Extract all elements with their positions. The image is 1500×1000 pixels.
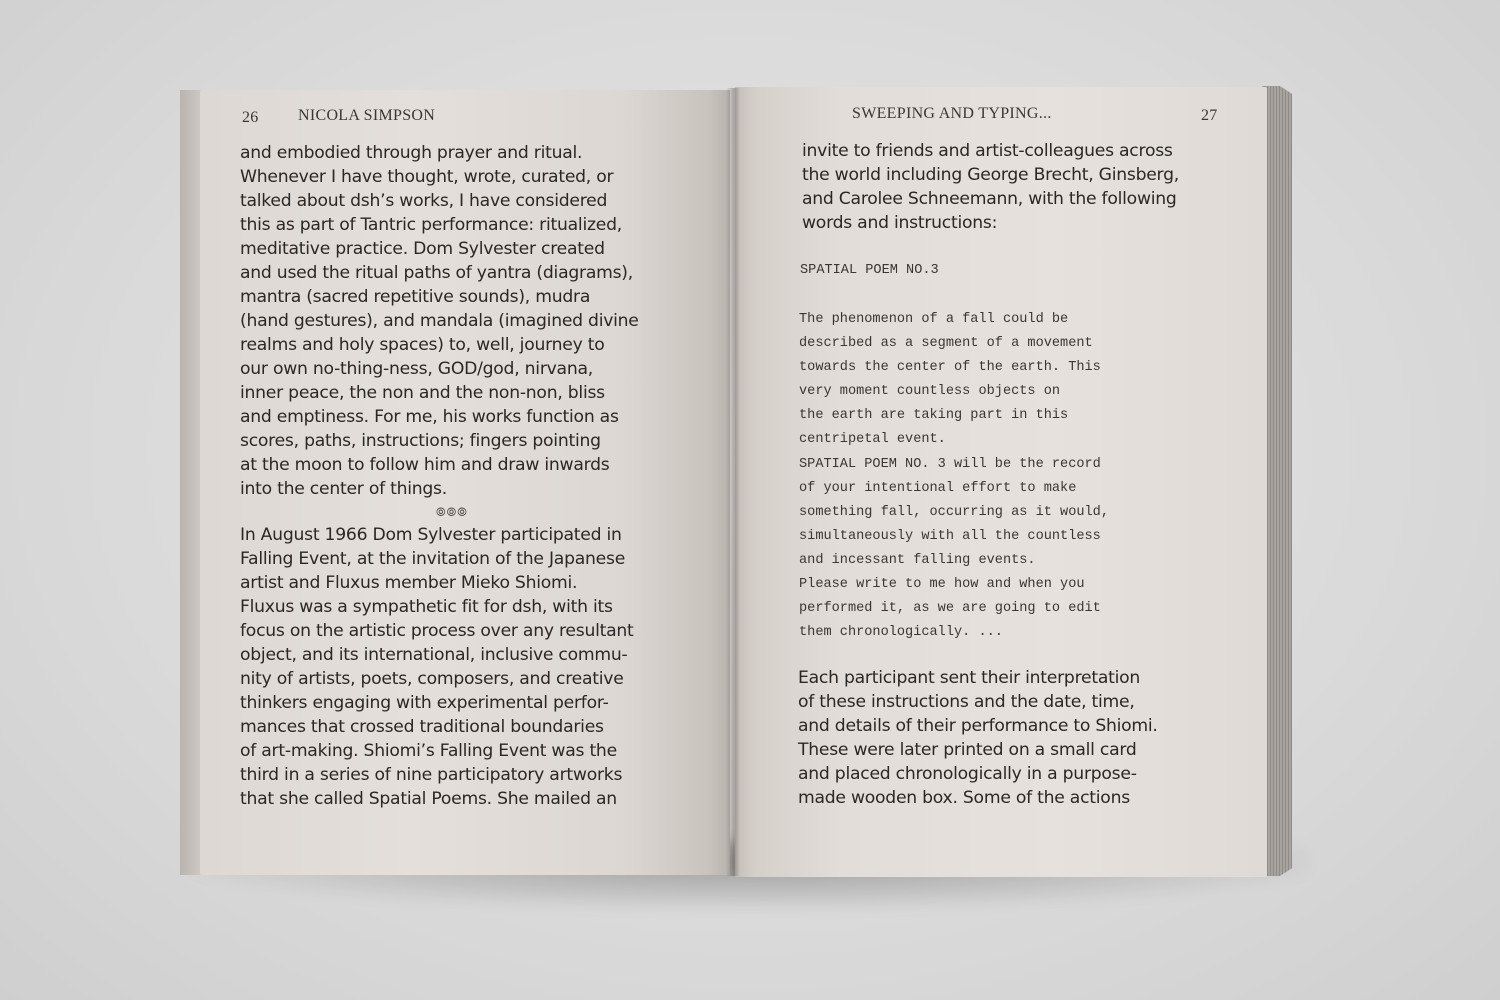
text-line: and details of their performance to Shiomi. — [798, 716, 1158, 736]
left-page-number: 26 — [242, 109, 259, 126]
text-line: These were later printed on a small card — [798, 740, 1137, 760]
left-running-head: NICOLA SIMPSON — [298, 107, 436, 124]
text-line: mantra (sacred repetitive sounds), mudra — [240, 287, 591, 307]
text-line: Each participant sent their interpretation — [798, 668, 1141, 688]
text-line: made wooden box. Some of the actions — [798, 788, 1130, 808]
text-line: talked about dsh’s works, I have considered — [240, 191, 608, 211]
text-line: focus on the artistic process over any resultant — [240, 621, 634, 641]
text-line: inner peace, the non and the non-non, bliss — [240, 383, 605, 403]
text-line: and embodied through prayer and ritual. — [240, 143, 583, 163]
text-line: In August 1966 Dom Sylvester participated in — [240, 525, 622, 545]
text-line: (hand gestures), and mandala (imagined divine — [240, 311, 639, 331]
text-line: described as a segment of a movement — [799, 336, 1093, 352]
book-gutter — [726, 88, 740, 876]
text-line: of these instructions and the date, time, — [798, 692, 1135, 712]
text-line: and placed chronologically in a purpose- — [798, 764, 1137, 784]
text-line: the earth are taking part in this — [799, 408, 1069, 424]
text-line: performed it, as we are going to edit — [799, 601, 1101, 617]
text-line: simultaneously with all the countless — [799, 528, 1101, 544]
right-page — [735, 87, 1267, 877]
section-ornament: ⦾⦾⦾ — [436, 505, 468, 519]
text-line: that she called Spatial Poems. She mailed an — [240, 789, 617, 809]
text-line: and used the ritual paths of yantra (diagrams), — [240, 263, 633, 283]
text-line: Falling Event, at the invitation of the Japanese — [240, 549, 626, 569]
text-line: realms and holy spaces) to, well, journey to — [240, 335, 605, 355]
text-line: Please write to me how and when you — [799, 577, 1085, 593]
text-line: and incessant falling events. — [799, 552, 1036, 568]
right-paragraph-1 — [802, 139, 1179, 235]
text-line: mances that crossed traditional boundaries — [240, 717, 604, 737]
text-line: at the moon to follow him and draw inwards — [240, 455, 610, 475]
text-line: the world including George Brecht, Ginsberg, — [802, 165, 1179, 185]
text-line: SPATIAL POEM NO.3 — [800, 263, 939, 278]
text-line: nity of artists, poets, composers, and creative — [240, 669, 624, 689]
poem-title — [800, 259, 939, 283]
text-line: of art-making. Shiomi’s Falling Event was the — [240, 741, 617, 761]
text-line: into the center of things. — [240, 479, 447, 499]
text-line: towards the center of the earth. This — [799, 360, 1101, 376]
text-line: and Carolee Schneemann, with the following — [802, 189, 1177, 209]
right-page-number: 27 — [1201, 107, 1218, 124]
text-line: artist and Fluxus member Mieko Shiomi. — [240, 573, 578, 593]
text-line: centripetal event. — [799, 432, 946, 448]
text-line: something fall, occurring as it would, — [799, 504, 1109, 520]
text-line: Whenever I have thought, wrote, curated, or — [240, 167, 614, 187]
right-running-head: SWEEPING AND TYPING... — [852, 105, 1052, 122]
text-line: words and instructions: — [802, 213, 998, 233]
text-line: very moment countless objects on — [799, 384, 1061, 400]
text-line: Fluxus was a sympathetic fit for dsh, with its — [240, 597, 613, 617]
text-line: invite to friends and artist-colleagues across — [802, 141, 1173, 161]
text-line: them chronologically. ... — [799, 625, 1003, 641]
text-line: scores, paths, instructions; fingers pointing — [240, 431, 601, 451]
text-line: this as part of Tantric performance: ritualized, — [240, 215, 622, 235]
text-line: third in a series of nine participatory artworks — [240, 765, 623, 785]
text-line: meditative practice. Dom Sylvester created — [240, 239, 605, 259]
right-paragraph-2 — [798, 666, 1158, 810]
left-paragraph-2 — [240, 523, 634, 811]
left-page — [200, 90, 730, 875]
left-page-edge — [180, 90, 202, 875]
text-line: object, and its international, inclusive commu- — [240, 645, 628, 665]
text-line: and emptiness. For me, his works function as — [240, 407, 619, 427]
text-line: The phenomenon of a fall could be — [799, 312, 1069, 327]
text-line: of your intentional effort to make — [799, 480, 1077, 496]
text-line: our own no-thing-ness, GOD/god, nirvana, — [240, 359, 593, 379]
poem-body — [799, 308, 1109, 645]
text-line: thinkers engaging with experimental perfor- — [240, 693, 609, 713]
left-paragraph-1 — [240, 141, 639, 501]
text-line: SPATIAL POEM NO. 3 will be the record — [799, 456, 1101, 472]
